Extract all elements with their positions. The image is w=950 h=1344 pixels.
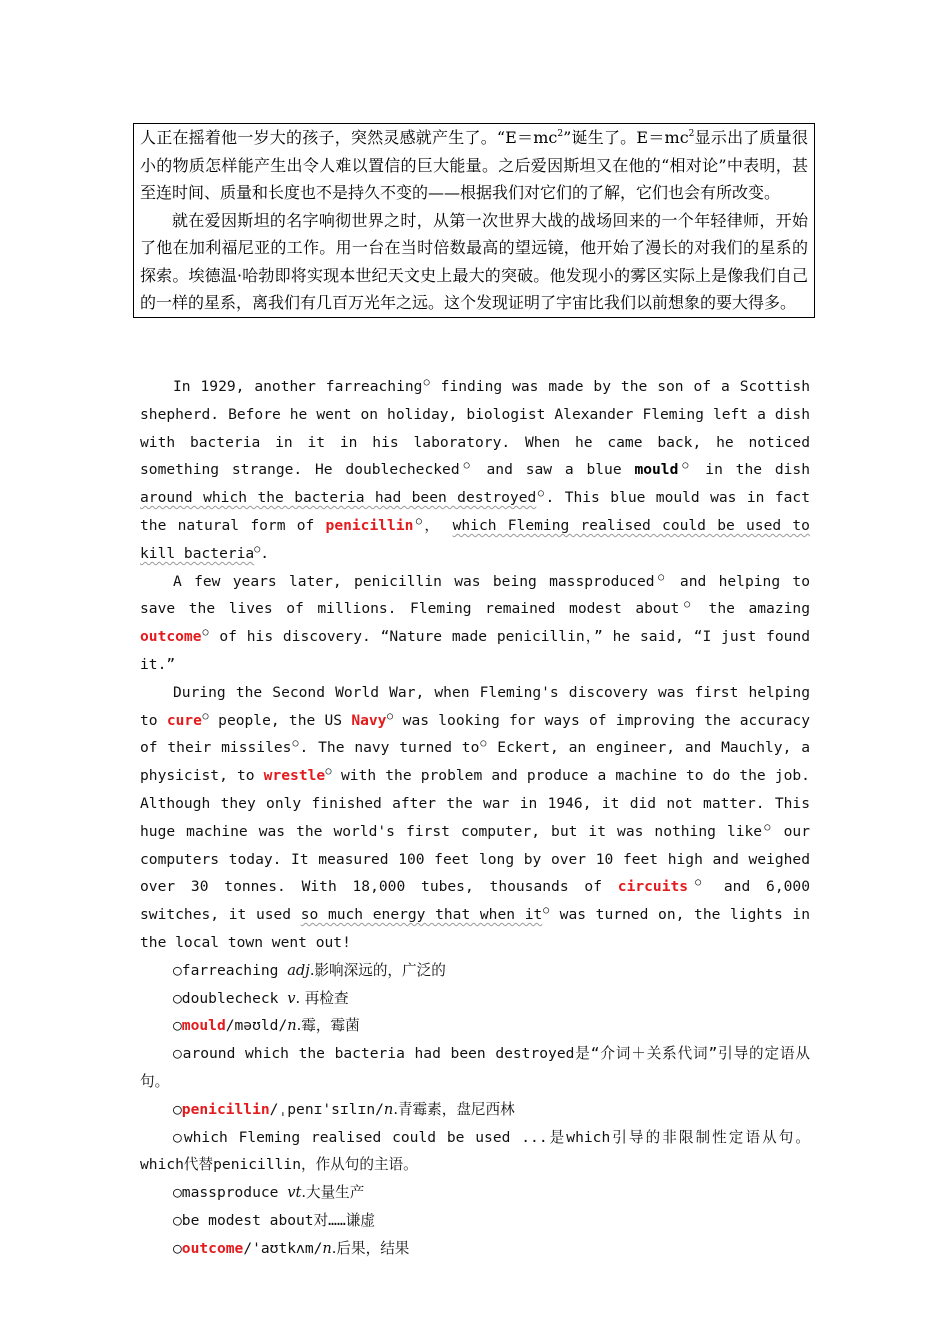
note-marker-icon: ○ xyxy=(542,905,551,917)
note-marker-icon: ○ xyxy=(386,710,394,722)
note-item: ○outcome/'aʊtkʌm/n.后果，结果 xyxy=(173,1239,410,1257)
keyword-wrestle: wrestle xyxy=(263,767,326,785)
note-marker-icon: ○ xyxy=(173,961,182,979)
note-marker-icon: ○ xyxy=(173,1017,182,1035)
note-marker-icon: ○ xyxy=(479,738,488,750)
note-marker-icon: ○ xyxy=(173,1100,182,1118)
note-marker-icon: ○ xyxy=(325,766,332,778)
english-passage xyxy=(140,373,810,1263)
paragraph-penicillin: A few years later, penicillin was being massproduced○ and helping to save the lives of millions. Fleming remained modest about○ the amazing outcome○ of his discovery. “Nature made penicillin，” he said, “I just found it.” xyxy=(140,571,810,673)
note-marker-icon: ○ xyxy=(201,710,209,722)
note-marker-icon: ○ xyxy=(173,1128,184,1146)
note-item: ○penicillin/ˌpenɪ'sɪlɪn/n.青霉素，盘尼西林 xyxy=(173,1100,515,1118)
note-marker-icon: ○ xyxy=(173,1239,182,1257)
note-item: ○be modest about对……谦虚 xyxy=(173,1211,375,1229)
note-marker-icon: ○ xyxy=(201,627,210,639)
note-marker-icon: ○ xyxy=(762,821,773,833)
vocabulary-notes xyxy=(140,957,810,1263)
note-marker-icon: ○ xyxy=(173,1045,183,1063)
keyword-circuits: circuits xyxy=(617,878,689,896)
note-marker-icon: ○ xyxy=(422,377,431,389)
keyword-navy: Navy xyxy=(351,711,387,729)
note-item: ○doublecheck v. 再检查 xyxy=(173,989,349,1007)
note-marker-icon: ○ xyxy=(254,543,261,555)
note-marker-icon: ○ xyxy=(173,1184,182,1202)
note-marker-icon: ○ xyxy=(459,460,474,472)
note-item: ○massproduce vt.大量生产 xyxy=(173,1184,365,1202)
note-marker-icon: ○ xyxy=(688,877,709,889)
box-paragraph-2: 就在爱因斯坦的名字响彻世界之时，从第一次世界大战的战场回来的一个年轻律师，开始了他在加利福尼亚的工作。用一台在当时倍数最高的望远镜，他开始了漫长的对我们的星系的探索。埃德温·哈勃即将实现本世纪天文史上最大的突破。他发现小的雾区实际上是像我们自己的一样的星系，离我们有几百万光年之远。这个发现证明了宇宙比我们以前想象的要大得多。 xyxy=(140,210,808,312)
note-marker-icon: ○ xyxy=(654,571,668,583)
note-marker-icon: ○ xyxy=(291,738,300,750)
note-marker-icon: ○ xyxy=(678,460,693,472)
boxed-translation-section xyxy=(133,123,815,318)
wavy-underlined-clause: around which the bacteria had been destroyed xyxy=(140,489,537,507)
note-item: ○farreaching adj.影响深远的，广泛的 xyxy=(173,961,446,979)
wavy-underlined-clause: which Fleming realised could be used to kill bacteria xyxy=(140,516,810,562)
note-item: ○mould/məʊld/n.霉，霉菌 xyxy=(173,1017,360,1035)
note-marker-icon: ○ xyxy=(413,516,425,528)
note-item: ○which Fleming realised could be used ...是which引导的非限制性定语从句。which代替penicillin，作从句的主语。 xyxy=(140,1128,810,1174)
note-marker-icon: ○ xyxy=(679,599,695,611)
keyword-cure: cure xyxy=(166,711,202,729)
wavy-underlined-clause: so much energy that when it xyxy=(300,906,543,924)
note-marker-icon: ○ xyxy=(536,488,546,500)
paragraph-fleming: In 1929, another farreaching○ finding was made by the son of a Scottish shepherd. Before he went on holiday, biologist Alexander Fleming left a dish with bacteria in it in his laboratory. When he came back, he noticed something strange. He doublechecked○ and saw a blue mould○ in the dish around which the bacteria had been destroyed○. This blue mould was in fact the natural form of penicillin○， which Fleming realised could be used to kill bacteria○. xyxy=(140,377,810,562)
keyword-penicillin: penicillin xyxy=(325,516,414,534)
note-marker-icon: ○ xyxy=(173,989,182,1007)
paragraph-computer: During the Second World War, when Fleming's discovery was first helping to cure○ people, the US Navy○ was looking for ways of improving the accuracy of their missiles○. The navy turned to○ Eckert, an engineer, and Mauchly, a physicist, to wrestle○ with the problem and produce a machine to do the job. Although they only finished after the war in 1946, it did not matter. This huge machine was the world's first computer, but it was nothing like○ our computers today. It measured 100 feet long by over 10 feet high and weighed over 30 tonnes. With 18,000 tubes, thousands of circuits○ and 6,000 switches, it used so much energy that when it○ was turned on, the lights in the local town went out! xyxy=(140,683,811,951)
note-item: ○around which the bacteria had been destroyed是“介词＋关系代词”引导的定语从句。 xyxy=(140,1045,810,1090)
box-paragraph-1: 人正在摇着他一岁大的孩子，突然灵感就产生了。“$E=mc^2$”诞生了。$E=mc^2$显示出了质量很小的物质怎样能产生出令人难以置信的巨大能量。之后爱因斯坦又在他的“相对论”中表明，甚至连时间、质量和长度也不是持久不变的——根据我们对它们的了解，它们也会有所改变。 xyxy=(140,128,808,202)
keyword-mould: mould xyxy=(634,461,679,479)
note-marker-icon: ○ xyxy=(173,1211,182,1229)
keyword-outcome: outcome xyxy=(140,628,202,646)
